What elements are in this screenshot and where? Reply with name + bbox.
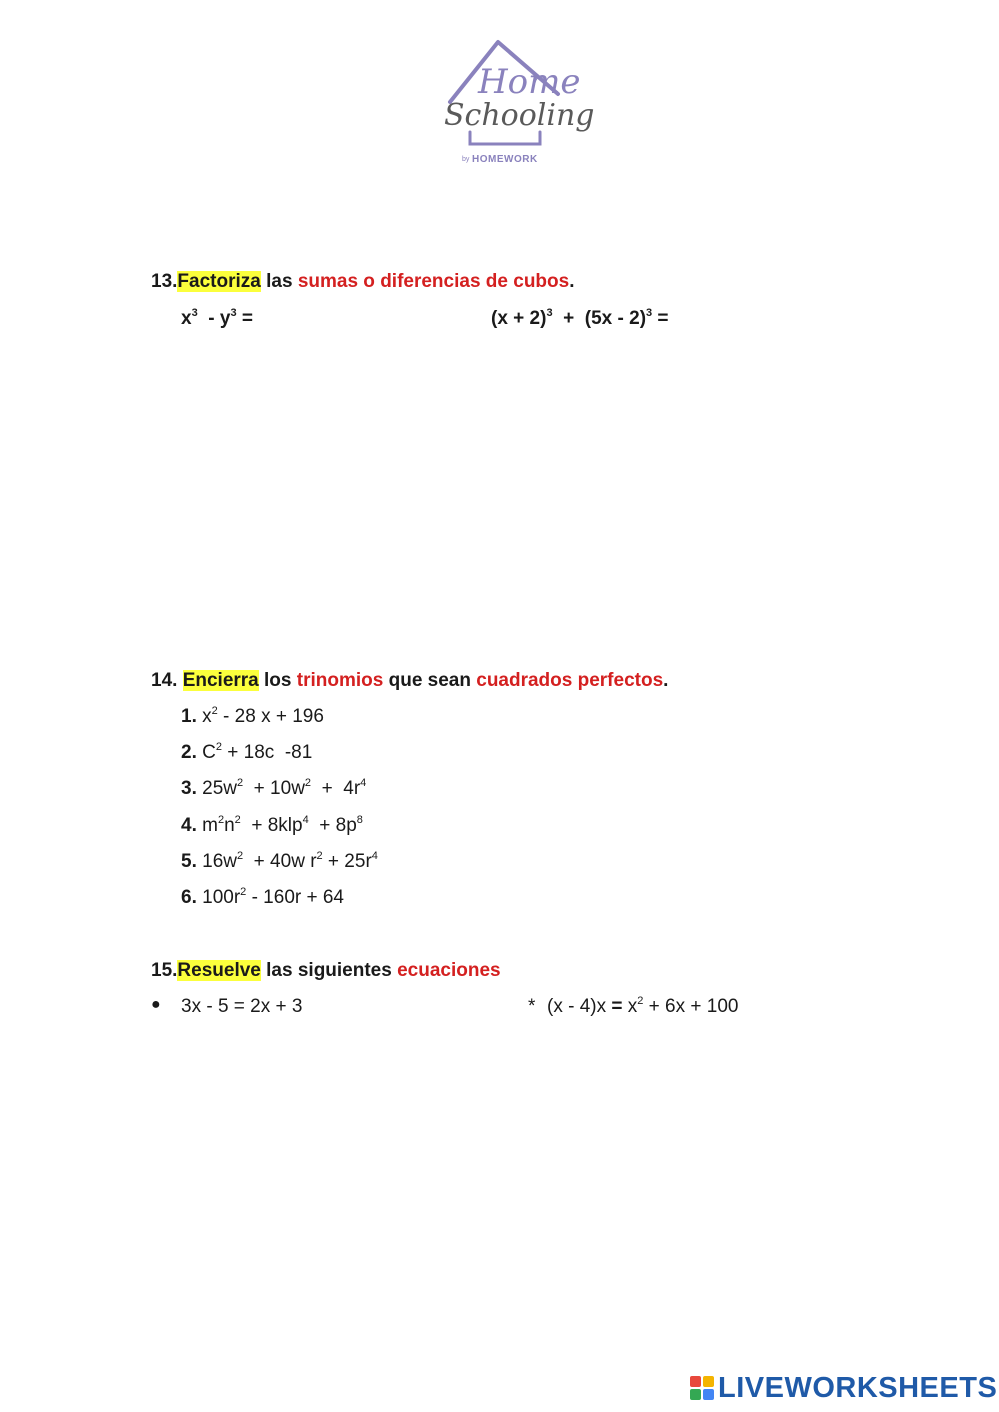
- q14-item-exponent: 2: [234, 813, 241, 826]
- q14-item-term: + 8klp: [240, 814, 303, 836]
- q15-star: *: [528, 996, 536, 1017]
- q13-exercise-a: [181, 308, 253, 330]
- q14-item-term: + 40w r: [243, 850, 317, 872]
- logo-line-1: Home: [478, 62, 581, 102]
- q14-item-number: 5.: [181, 850, 197, 872]
- q14-item-term: - 28 x + 196: [217, 706, 324, 727]
- q14-item-term: + 18c -81: [222, 742, 313, 764]
- q14-item-exponent: 4: [302, 813, 309, 826]
- q14-item-term: C: [202, 742, 216, 764]
- q14-item-exponent: 2: [316, 849, 323, 862]
- q13-heading: [151, 271, 574, 293]
- liveworksheets-mark-icon: [690, 1376, 714, 1400]
- q14-topic2: cuadrados perfectos: [476, 670, 664, 691]
- q14-verb: Encierra: [182, 670, 259, 691]
- q14-item-number: 6.: [181, 887, 197, 908]
- q14-item-exponent: 8: [356, 813, 363, 826]
- q14-item-term: x: [202, 706, 212, 727]
- q13-verb: Factoriza: [177, 271, 261, 292]
- q13-a-mid: - y: [197, 308, 231, 329]
- q14-item-term: m: [202, 814, 218, 836]
- q14-item: [181, 778, 366, 800]
- q13-a-exp2: 3: [230, 307, 237, 319]
- q14-item-number: 2.: [181, 742, 197, 764]
- q13-b-exp2: 3: [646, 307, 653, 319]
- home-schooling-logo: [440, 32, 595, 177]
- logo-byline-brand: HOMEWORK: [472, 154, 538, 165]
- q13-mid: las: [260, 271, 298, 292]
- q15-bullet: ●: [151, 996, 161, 1013]
- q15-b-part1: (x - 4)x: [547, 996, 612, 1017]
- q14-item-term: n: [224, 814, 235, 836]
- q13-b-end: =: [652, 308, 669, 329]
- logo-byline-prefix: by: [462, 156, 470, 163]
- q15-verb: Resuelve: [177, 960, 261, 981]
- q13-b-part1: (x + 2): [491, 308, 547, 329]
- q14-item-number: 4.: [181, 814, 197, 836]
- q13-a-exp1: 3: [191, 307, 198, 319]
- q14-item-exponent: 2: [240, 886, 247, 898]
- q13-a-end: =: [236, 308, 253, 329]
- q14-item-exponent: 2: [304, 777, 312, 790]
- q15-b-exp: 2: [637, 995, 644, 1007]
- q13-b-exp1: 3: [546, 307, 553, 319]
- q15-b-part2: x: [622, 996, 638, 1017]
- q14-item-number: 3.: [181, 778, 197, 800]
- q14-item-term: 25w: [202, 778, 237, 800]
- q14-item-term: + 8p: [308, 814, 357, 836]
- q15-heading: [151, 960, 501, 982]
- q14-item-term: + 10w: [243, 778, 305, 800]
- q13-number: 13.: [151, 271, 178, 292]
- q14-item-number: 1.: [181, 706, 197, 727]
- q14-mid1: los: [258, 670, 297, 691]
- q14-heading: [151, 670, 668, 692]
- q15-b-part3: + 6x + 100: [643, 996, 739, 1017]
- q15-b-equals: =: [611, 996, 623, 1017]
- q14-item-term: + 25r: [322, 850, 372, 872]
- q15-mid: las siguientes: [260, 960, 398, 981]
- q14-topic1: trinomios: [296, 670, 384, 691]
- q15-topic: ecuaciones: [397, 960, 501, 981]
- q14-mid2: que sean: [383, 670, 477, 691]
- q14-item-term: 16w: [202, 850, 237, 872]
- q13-a-base: x: [181, 308, 192, 329]
- q13-end: .: [569, 271, 575, 292]
- q15-number: 15.: [151, 960, 178, 981]
- q14-item: [181, 851, 378, 873]
- q15-equation-a: 3x - 5 = 2x + 3: [181, 996, 303, 1017]
- q13-exercise-b: [491, 308, 669, 330]
- q14-item-term: 100r: [202, 887, 241, 908]
- q14-end: .: [663, 670, 669, 691]
- q13-topic: sumas o diferencias de cubos: [297, 271, 570, 292]
- q14-item: [181, 706, 324, 728]
- q14-item: [181, 742, 312, 764]
- q14-item-exponent: 2: [237, 777, 244, 790]
- q14-item-exponent: 4: [360, 777, 367, 790]
- q14-item-exponent: 4: [371, 849, 378, 862]
- q14-item-exponent: 2: [215, 741, 222, 754]
- liveworksheets-wordmark: LIVEWORKSHEETS: [718, 1372, 998, 1404]
- q14-item: [181, 887, 344, 909]
- logo-line-2: Schooling: [444, 98, 595, 133]
- q13-b-mid: + (5x - 2): [552, 308, 647, 329]
- q14-item-exponent: 2: [217, 813, 225, 826]
- q14-item-exponent: 2: [211, 705, 218, 717]
- q14-item: [181, 815, 363, 837]
- q15-equation-b: [547, 996, 738, 1018]
- q14-item-term: + 4r: [311, 778, 361, 800]
- q14-item-exponent: 2: [237, 849, 244, 862]
- q14-number: 14.: [151, 670, 178, 691]
- q14-item-term: - 160r + 64: [246, 887, 344, 908]
